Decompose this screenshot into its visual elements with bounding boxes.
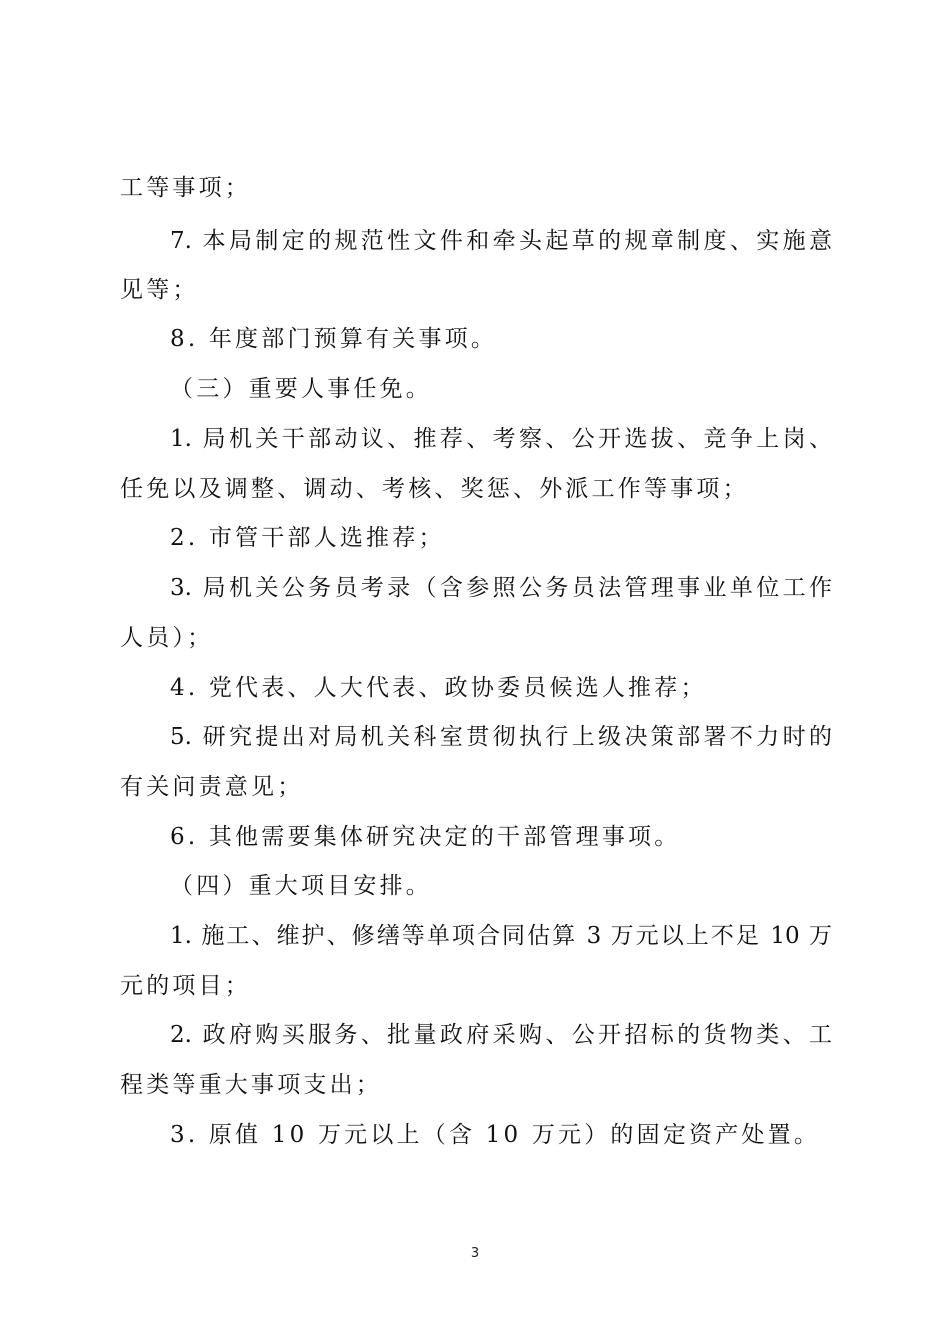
text-line: 任免以及调整、调动、考核、奖惩、外派工作等事项； xyxy=(120,476,749,502)
text-line: 人员）； xyxy=(120,625,214,651)
text-line: 7. 本局制定的规范性文件和牵头起草的规章制度、实施意 xyxy=(170,228,832,254)
text-line: 1. 施工、维护、修缮等单项合同估算 3 万元以上不足 10 万 xyxy=(170,923,832,949)
page-number: 3 xyxy=(470,1246,480,1261)
text-line: 2. 市管干部人选推荐； xyxy=(170,525,445,551)
text-line: 有关问责意见； xyxy=(120,774,304,800)
text-line: 程类等重大事项支出； xyxy=(120,1072,382,1098)
text-line: 见等； xyxy=(120,277,199,303)
text-line: 1. 局机关干部动议、推荐、考察、公开选拔、竞争上岗、 xyxy=(170,426,832,452)
section-heading: （四）重大项目安排。 xyxy=(170,873,432,899)
text-line: 6. 其他需要集体研究决定的干部管理事项。 xyxy=(170,824,681,850)
text-line: 3. 原值 10 万元以上（含 10 万元）的固定资产处置。 xyxy=(170,1122,821,1148)
text-line: 5. 研究提出对局机关科室贯彻执行上级决策部署不力时的 xyxy=(170,724,832,750)
section-heading: （三）重要人事任免。 xyxy=(170,376,432,402)
text-line: 2. 政府购买服务、批量政府采购、公开招标的货物类、工 xyxy=(170,1022,832,1048)
text-line: 工等事项； xyxy=(120,175,251,201)
text-line: 4. 党代表、人大代表、政协委员候选人推荐； xyxy=(170,675,707,701)
text-line: 8. 年度部门预算有关事项。 xyxy=(170,326,498,352)
text-line: 元的项目； xyxy=(120,973,251,999)
text-line: 3. 局机关公务员考录（含参照公务员法管理事业单位工作 xyxy=(170,575,832,601)
